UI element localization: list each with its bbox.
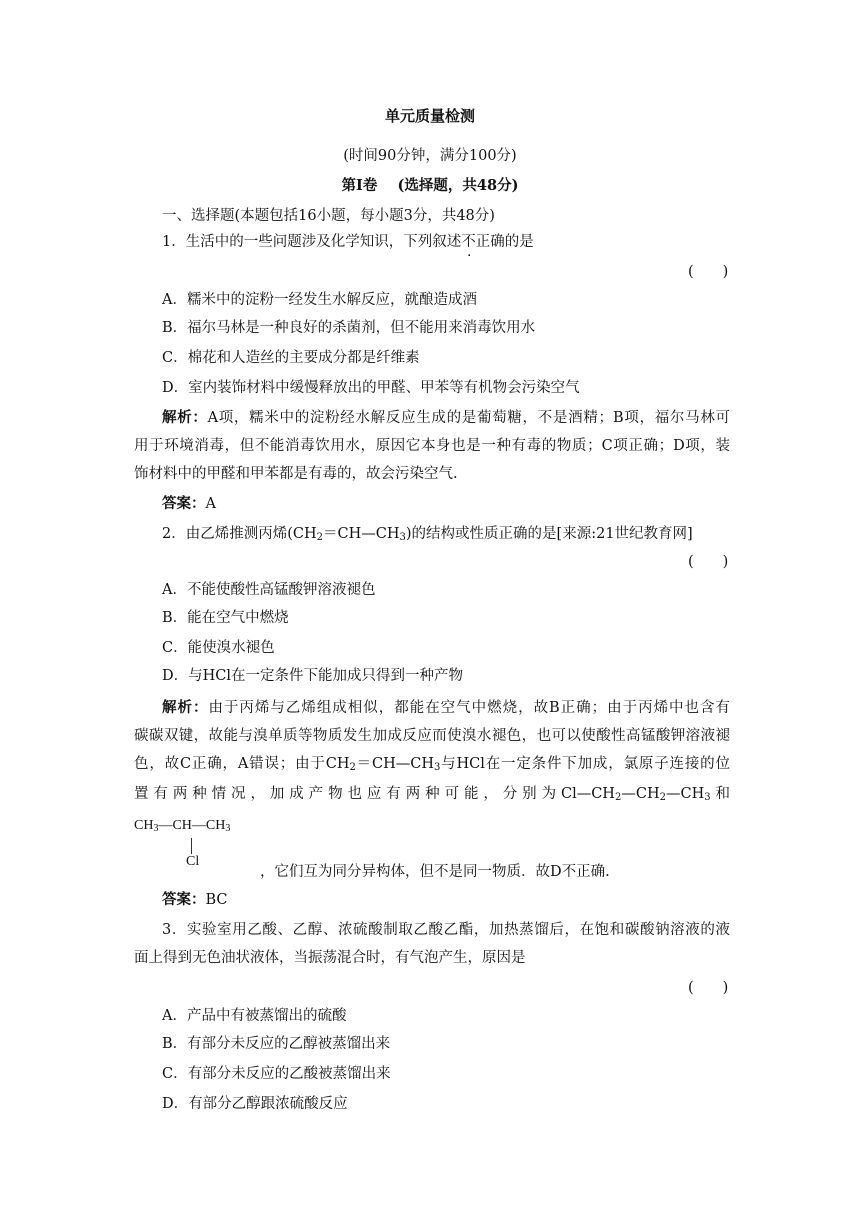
emphasis-dot-char: 不 <box>461 234 476 250</box>
q3-stem-line2: 面上得到无色油状液体，当振荡混合时，有气泡产生，原因是 <box>134 950 526 966</box>
q2-option-b: B．能在空气中燃烧 <box>162 610 289 626</box>
q3-answer-blank: ( ) <box>688 980 729 996</box>
q2-option-c: C．能使溴水褪色 <box>162 640 275 656</box>
q2-answer: 答案：BC <box>162 891 228 908</box>
q1-answer: 答案：A <box>162 495 216 512</box>
q1-option-a: A．糯米中的淀粉一经发生水解反应，就酿造成酒 <box>162 292 477 308</box>
q2-analysis-line4: 置有两种情况，加成产物也应有两种可能，分别为$Cl—CH_2—CH_2—CH_3$和 <box>134 786 731 803</box>
q1-option-b: B．福尔马林是一种良好的杀菌剂，但不能用来消毒饮用水 <box>162 320 536 336</box>
q2-analysis-line1: 解析：由于丙烯与乙烯组成相似，都能在空气中燃烧，故B正确；由于丙烯中也含有 <box>162 699 731 716</box>
bond-line <box>191 838 192 854</box>
q3-option-b: B．有部分未反应的乙醇被蒸馏出来 <box>162 1036 391 1052</box>
q2-analysis-line5: ，它们互为同分异构体，但不是同一物质．故D不正确. <box>260 864 610 880</box>
q1-analysis-line2: 用于环境消毒，但不能消毒饮用水，原因它本身也是一种有毒的物质；C项正确；D项，装 <box>134 438 730 454</box>
q2-answer-blank: ( ) <box>688 554 729 570</box>
part-instructions: 一、选择题(本题包括16小题，每小题3分，共48分) <box>162 208 495 224</box>
q2-analysis-line2: 碳碳双键，故能与溴单质等物质发生加成反应而使溴水褪色，也可以使酸性高锰酸钾溶液褪 <box>134 728 730 744</box>
q3-option-c: C．有部分未反应的乙酸被蒸馏出来 <box>162 1066 391 1082</box>
q2-analysis-line3: 色，故C正确，A错误；由于$CH_2=CH—CH_3$与HCl在一定条件下加成，氯原子连接的位 <box>134 756 730 773</box>
q1-analysis-line1: 解析：A项，糯米中的淀粉经水解反应生成的是葡萄糖，不是酒精；B项，福尔马林可 <box>162 409 731 426</box>
structural-formula-2-chloropropane: $CH_3—CH—CH_3$ Cl <box>134 818 231 869</box>
q1-analysis-line3: 饰材料中的甲醛和甲苯都是有毒的，故会污染空气. <box>134 466 458 482</box>
q2-stem: 2．由乙烯推测丙烯$(CH_2=CH—CH_3)$的结构或性质正确的是[来源:21世纪教育网] <box>162 526 693 543</box>
q1-answer-blank: ( ) <box>688 264 729 280</box>
q1-stem: 1．生活中的一些问题涉及化学知识，下列叙述不正确的是 <box>162 234 534 250</box>
q1-option-d: D．室内装饰材料中缓慢释放出的甲醛、甲苯等有机物会污染空气 <box>162 380 580 396</box>
q1-option-c: C．棉花和人造丝的主要成分都是纤维素 <box>162 350 420 366</box>
section-desc: (选择题，共48分) <box>397 177 519 194</box>
section-heading <box>0 176 860 196</box>
q3-option-a: A．产品中有被蒸馏出的硫酸 <box>162 1008 347 1024</box>
q2-option-d: D．与HCl在一定条件下能加成只得到一种产物 <box>162 668 464 684</box>
exam-info: (时间90分钟，满分100分) <box>343 148 517 164</box>
document-title: 单元质量检测 <box>384 107 475 125</box>
q2-option-a: A．不能使酸性高锰酸钾溶液褪色 <box>162 582 376 598</box>
q3-option-d: D．有部分乙醇跟浓硫酸反应 <box>162 1096 348 1112</box>
section-part: 第Ⅰ卷 <box>341 177 378 194</box>
q3-stem-line1: 3．实验室用乙酸、乙醇、浓硫酸制取乙酸乙酯，加热蒸馏后，在饱和碳酸钠溶液的液 <box>162 922 730 938</box>
